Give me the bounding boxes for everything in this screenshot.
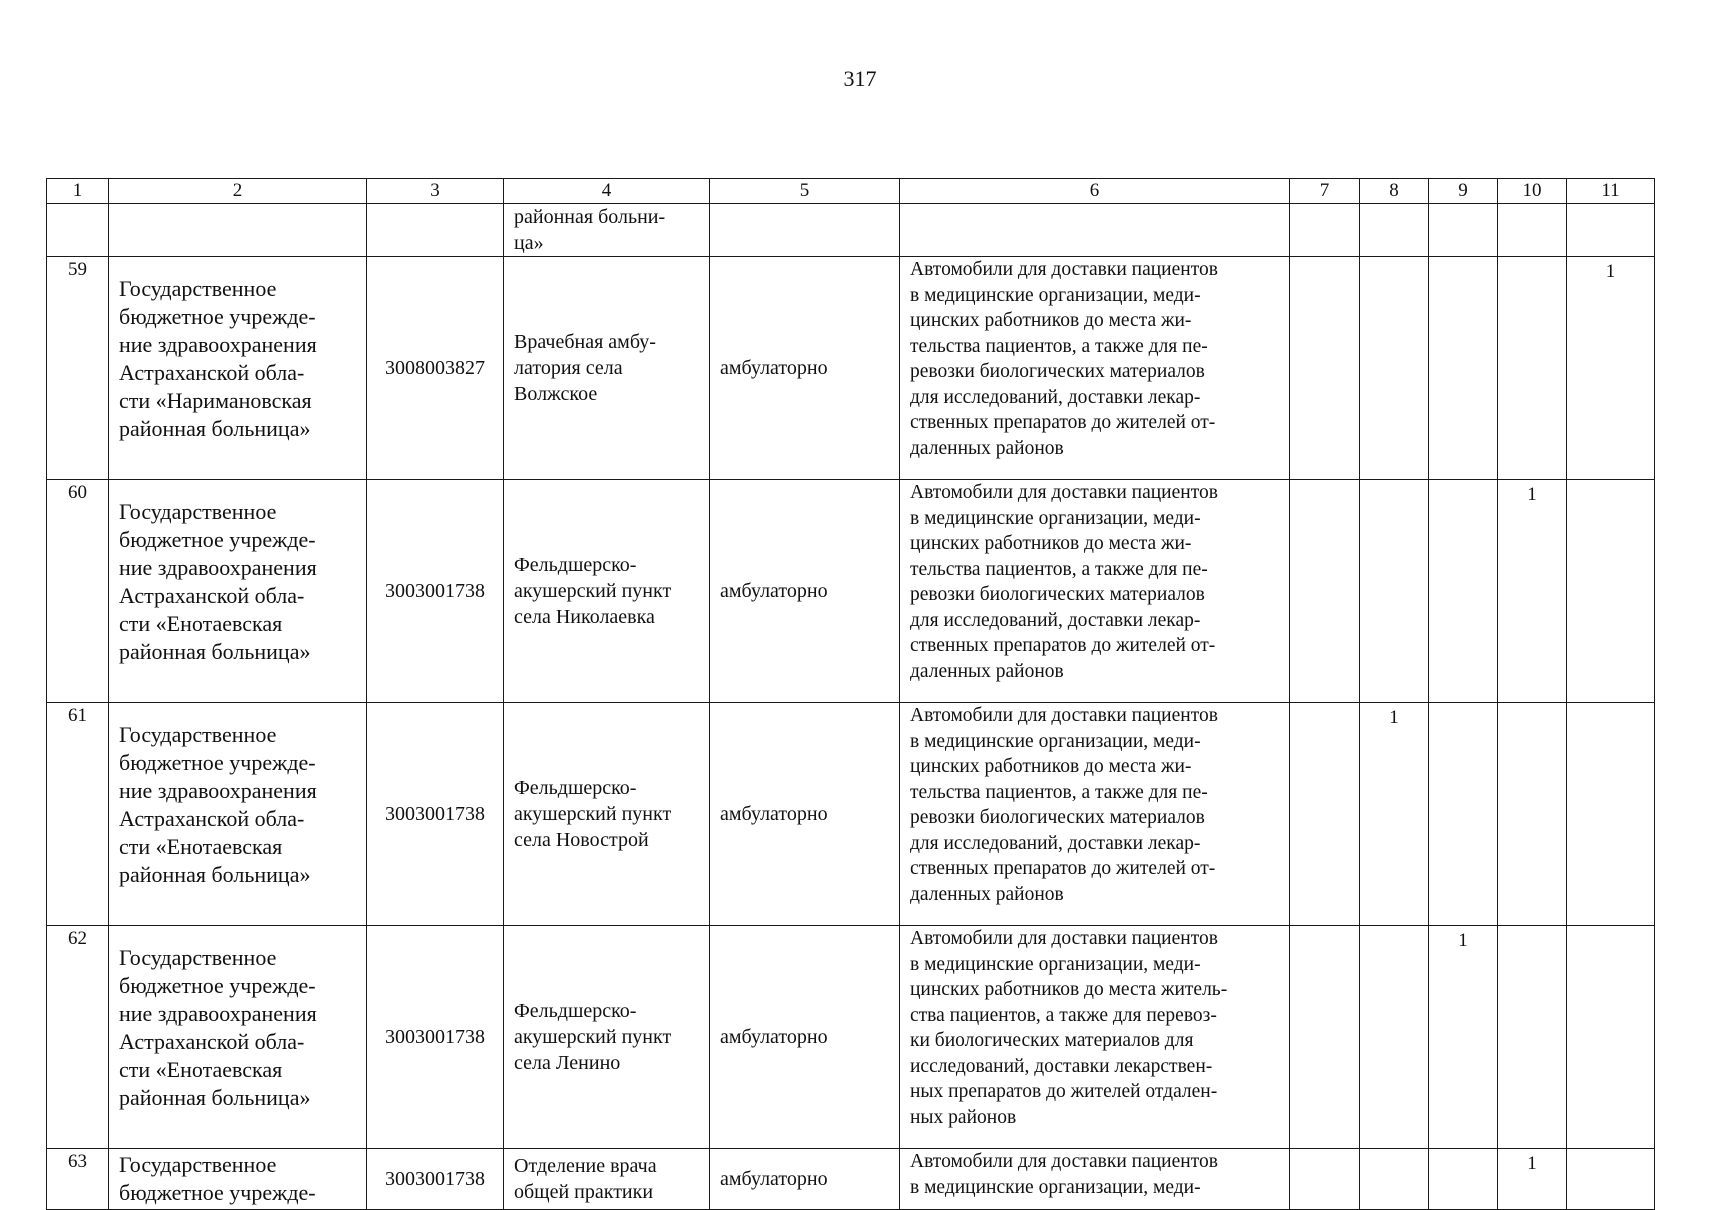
header-cell: 11 (1567, 179, 1655, 204)
header-cell: 3 (367, 179, 504, 204)
cell-qty-9 (1429, 257, 1498, 480)
cell-inn: 3003001738 (367, 926, 504, 1149)
cell-unit: Фельдшерско- акушерский пункт села Ленино (504, 926, 710, 1149)
header-cell: 5 (710, 179, 900, 204)
cell-qty-10 (1498, 703, 1567, 926)
cell-qty-9 (1429, 1149, 1498, 1210)
cell-org: Государственное бюджетное учрежде- (109, 1149, 367, 1210)
cell-qty-7 (1290, 926, 1360, 1149)
cell-condition: амбулаторно (710, 480, 900, 703)
cell-num: 61 (47, 703, 109, 926)
cell-qty (1498, 204, 1567, 257)
cell-qty-7 (1290, 257, 1360, 480)
cell-qty-7 (1290, 1149, 1360, 1210)
cell-purpose: Автомобили для доставки пациентов в медицинские организации, меди- (900, 1149, 1290, 1210)
header-cell: 8 (1360, 179, 1429, 204)
cell-qty-8 (1360, 926, 1429, 1149)
table-row (47, 703, 1655, 926)
cell-qty-11 (1567, 703, 1655, 926)
cell-org (109, 204, 367, 257)
cell-unit: районная больни- ца» (504, 204, 710, 257)
cell-qty-9: 1 (1429, 926, 1498, 1149)
cell-org: Государственное бюджетное учрежде- ние здравоохранения Астраханской обла- сти «Енотаевская районная больница» (109, 926, 367, 1149)
cell-qty-10: 1 (1498, 480, 1567, 703)
cell-org: Государственное бюджетное учрежде- ние здравоохранения Астраханской обла- сти «Енотаевская районная больница» (109, 480, 367, 703)
page-number: 317 (843, 66, 877, 91)
cell-purpose (900, 204, 1290, 257)
cell-qty-11 (1567, 926, 1655, 1149)
cell-qty-7 (1290, 480, 1360, 703)
cell-num: 59 (47, 257, 109, 480)
header-cell: 10 (1498, 179, 1567, 204)
cell-qty-11 (1567, 1149, 1655, 1210)
cell-qty-8 (1360, 1149, 1429, 1210)
cell-qty-9 (1429, 703, 1498, 926)
cell-qty (1429, 204, 1498, 257)
cell-qty-10: 1 (1498, 1149, 1567, 1210)
cell-condition: амбулаторно (710, 1149, 900, 1210)
cell-qty-11: 1 (1567, 257, 1655, 480)
cell-condition (710, 204, 900, 257)
cell-purpose: Автомобили для доставки пациентов в медицинские организации, меди- цинских работников до места жи- тельства пациентов, а также для пе- ревозки биологических материалов для исследований, доставки лекар- ственных препаратов до жителей от- даленных районов (900, 703, 1290, 926)
cell-qty-8 (1360, 480, 1429, 703)
cell-inn: 3008003827 (367, 257, 504, 480)
cell-org: Государственное бюджетное учрежде- ние здравоохранения Астраханской обла- сти «Енотаевская районная больница» (109, 703, 367, 926)
cell-inn: 3003001738 (367, 480, 504, 703)
header-cell: 2 (109, 179, 367, 204)
cell-qty-9 (1429, 480, 1498, 703)
cell-condition: амбулаторно (710, 703, 900, 926)
cell-unit: Врачебная амбу- латория села Волжское (504, 257, 710, 480)
cell-condition: амбулаторно (710, 926, 900, 1149)
cell-num: 63 (47, 1149, 109, 1210)
continuation-row (47, 204, 1655, 257)
header-cell: 4 (504, 179, 710, 204)
header-cell: 9 (1429, 179, 1498, 204)
cell-qty (1290, 204, 1360, 257)
header-cell: 7 (1290, 179, 1360, 204)
header-row (47, 179, 1655, 204)
cell-org: Государственное бюджетное учрежде- ние здравоохранения Астраханской обла- сти «Наримановская районная больница» (109, 257, 367, 480)
header-cell: 1 (47, 179, 109, 204)
cell-purpose: Автомобили для доставки пациентов в медицинские организации, меди- цинских работников до места житель- ства пациентов, а также для перевоз- ки биологических материалов для исследований, доставки лекарствен- ных препаратов до жителей отдален- ных районов (900, 926, 1290, 1149)
table-row (47, 257, 1655, 480)
cell-inn: 3003001738 (367, 1149, 504, 1210)
cell-qty-10 (1498, 926, 1567, 1149)
cell-condition: амбулаторно (710, 257, 900, 480)
header-cell: 6 (900, 179, 1290, 204)
table-row (47, 1149, 1655, 1210)
table-row (47, 926, 1655, 1149)
table-row (47, 480, 1655, 703)
cell-num (47, 204, 109, 257)
cell-qty-11 (1567, 480, 1655, 703)
cell-inn: 3003001738 (367, 703, 504, 926)
cell-qty-8: 1 (1360, 703, 1429, 926)
cell-qty (1360, 204, 1429, 257)
cell-num: 60 (47, 480, 109, 703)
cell-qty-8 (1360, 257, 1429, 480)
cell-purpose: Автомобили для доставки пациентов в медицинские организации, меди- цинских работников до места жи- тельства пациентов, а также для пе- ревозки биологических материалов для исследований, доставки лекар- ственных препаратов до жителей от- даленных районов (900, 480, 1290, 703)
cell-inn (367, 204, 504, 257)
cell-unit: Фельдшерско- акушерский пункт села Николаевка (504, 480, 710, 703)
cell-qty-7 (1290, 703, 1360, 926)
cell-qty (1567, 204, 1655, 257)
cell-unit: Фельдшерско- акушерский пункт села Новострой (504, 703, 710, 926)
cell-unit: Отделение врача общей практики (504, 1149, 710, 1210)
cell-qty-10 (1498, 257, 1567, 480)
vehicles-table (46, 178, 1655, 1210)
cell-purpose: Автомобили для доставки пациентов в медицинские организации, меди- цинских работников до места жи- тельства пациентов, а также для пе- ревозки биологических материалов для исследований, доставки лекар- ственных препаратов до жителей от- даленных районов (900, 257, 1290, 480)
cell-num: 62 (47, 926, 109, 1149)
